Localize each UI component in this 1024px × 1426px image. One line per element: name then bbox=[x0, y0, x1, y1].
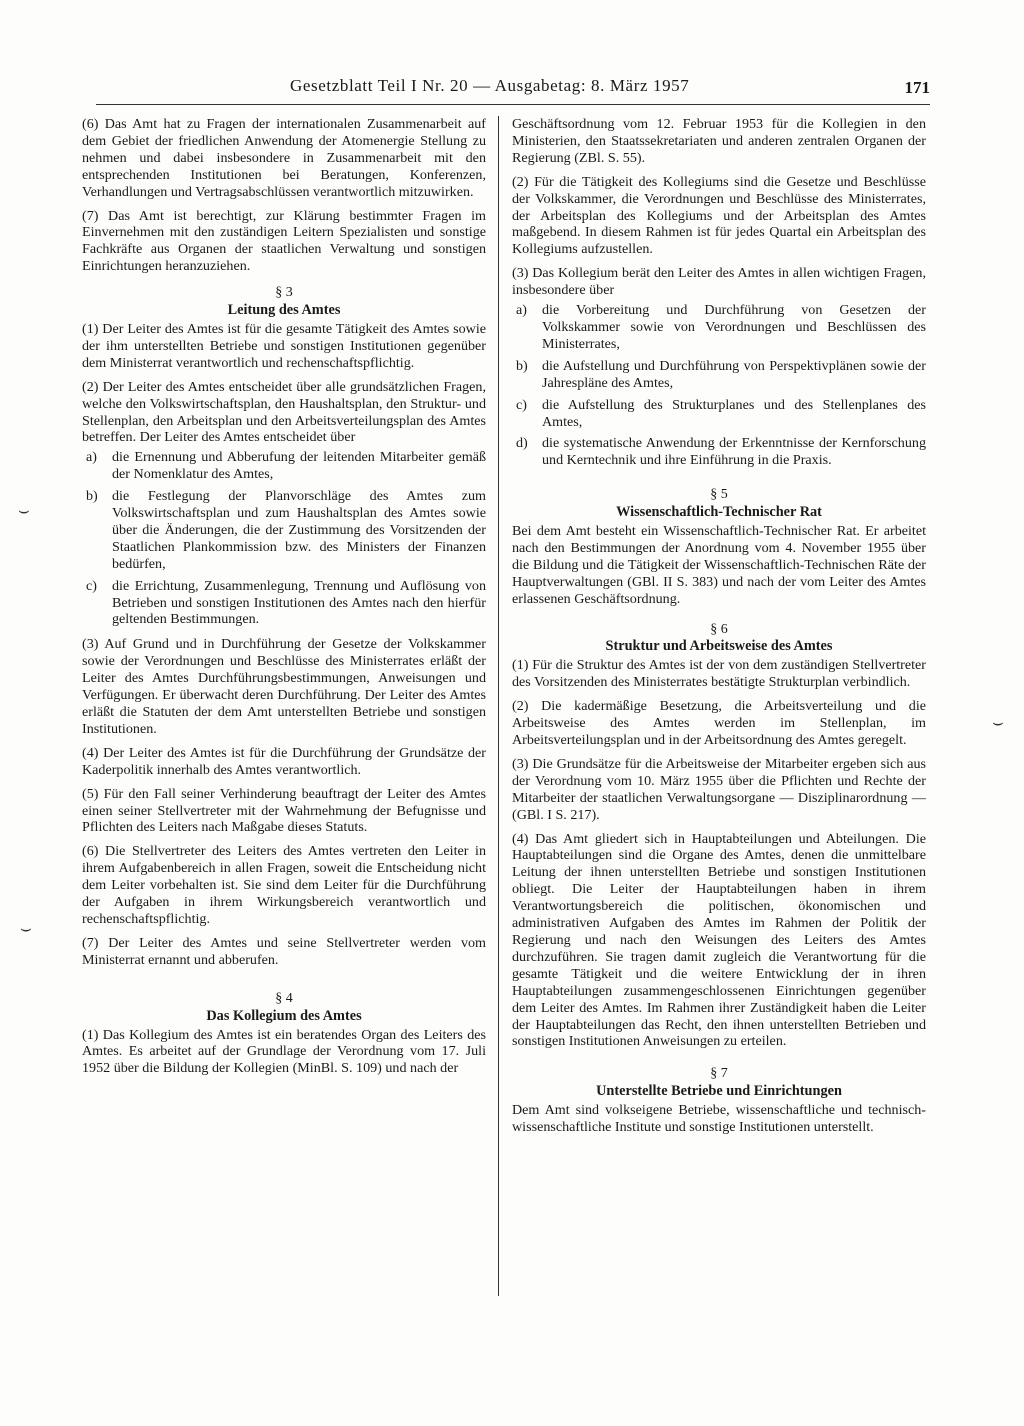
paragraph: (1) Für die Struktur des Amtes ist der von dem zuständigen Stellvertreter des Vorsitzenden des Ministerrates bestätigte Strukturplan verbindlich. bbox=[512, 657, 926, 691]
paragraph: (5) Für den Fall seiner Verhinderung beauftragt der Leiter des Amtes einen seiner Stellvertreter mit der Wahrnehmung der Befugnisse und Pflichten des Leiters nach Maßgabe dieses Statuts. bbox=[82, 785, 486, 836]
section-title: Das Kollegium des Amtes bbox=[206, 1007, 362, 1024]
paragraph: (1) Das Kollegium des Amtes ist ein beratendes Organ des Leiters des Amtes. Es arbeitet auf der Grundlage der Verordnung vom 17. Juli 1952 über die Bildung der Kollegien (MinBl. S. 109) und nach der bbox=[82, 1026, 486, 1077]
list-item bbox=[512, 302, 926, 353]
paragraph: (7) Das Amt ist berechtigt, zur Klärung bestimmter Fragen im Einvernehmen mit den zuständigen Leitern Spezialisten und sonstige Fachkräfte aus Organen der staatlichen Verwaltung und sonstigen Einrichtungen heranzuziehen. bbox=[82, 207, 486, 275]
list-item-label: a) bbox=[516, 302, 527, 319]
section-number: § 6 bbox=[710, 621, 728, 637]
section-title: Leitung des Amtes bbox=[227, 302, 341, 319]
section-title: Wissenschaftlich-Technischer Rat bbox=[616, 504, 822, 521]
margin-mark-icon: ⌣ bbox=[18, 500, 30, 520]
right-column bbox=[512, 116, 926, 1143]
column-divider bbox=[498, 116, 499, 1296]
paragraph: (4) Der Leiter des Amtes ist für die Durchführung der Grundsätze der Kaderpolitik innerhalb des Amtes verantwortlich. bbox=[82, 744, 486, 778]
list-item-label: a) bbox=[86, 449, 97, 466]
left-column bbox=[82, 116, 486, 1084]
list-item-text: die Festlegung der Planvorschläge des Amtes zum Volkswirtschaftsplan und zum Haushaltsplan des Amtes sowie über die Änderungen, die der Zustimmung des Vorsitzenden der Staatlichen Plankommission bzw. des Ministers der Finanzen bedürfen, bbox=[112, 488, 486, 572]
paragraph: (2) Der Leiter des Amtes entscheidet über alle grundsätzlichen Fragen, welche den Volkswirtschaftsplan, den Haushaltsplan, den Struktur- und Stellenplan, den Arbeitsplan und den Arbeitsverteilungsplan des Amtes betreffen. Der Leiter des Amtes entscheidet über bbox=[82, 378, 486, 446]
section-number: § 7 bbox=[710, 1066, 728, 1082]
list-item-label: c) bbox=[86, 577, 97, 594]
section-title: Unterstellte Betriebe und Einrichtungen bbox=[596, 1083, 842, 1100]
list-item-text: die Aufstellung des Strukturplanes und des Stellenplanes des Amtes, bbox=[542, 396, 926, 430]
section-number: § 4 bbox=[275, 990, 293, 1006]
page-number: 171 bbox=[904, 78, 930, 97]
section-number: § 5 bbox=[710, 487, 728, 503]
section-title: Struktur und Arbeitsweise des Amtes bbox=[605, 638, 833, 655]
paragraph: (3) Die Grundsätze für die Arbeitsweise der Mitarbeiter ergeben sich aus der Verordnung vom 10. März 1955 über die Pflichten und Rechte der Mitarbeiter der staatlichen Verwaltungsorgane — Disziplinarordnung — (GBl. I S. 217). bbox=[512, 755, 926, 823]
list-item-text: die systematische Anwendung der Erkenntnisse der Kernforschung und Kerntechnik und ihre Einführung in die Praxis. bbox=[542, 435, 926, 469]
paragraph: Dem Amt sind volkseigene Betriebe, wissenschaftliche und technisch-wissenschaftliche Institute und sonstige Institutionen unterstellt. bbox=[512, 1102, 926, 1136]
list-item-label: b) bbox=[86, 488, 98, 505]
list-item bbox=[82, 488, 486, 573]
paragraph: (4) Das Amt gliedert sich in Hauptabteilungen und Abteilungen. Die Hauptabteilungen sind die Organe des Amtes, denen die unmittelbare Leitung der ihnen unterstellten Betriebe und sonstigen Institutionen obliegt. Die Leiter der Hauptabteilungen haben in ihrem Verantwortungsbereich die politischen, ökonomischen und administrativen Aufgaben des Amtes im Rahmen der Politik der Regierung und nach den Weisungen des Leiters des Amtes durchzuführen. Sie tragen damit zugleich die Verantwortung für die gesamte Tätigkeit und die weitere Entwicklung der in ihren Hauptabteilungen zusammengeschlossenen Einrichtungen gegenüber dem Leiter des Amtes. Im Rahmen ihrer Zuständigkeit haben die Leiter der Hauptabteilungen das Recht, den ihnen unterstellten Betrieben und sonstigen Institutionen Anweisungen zu erteilen. bbox=[512, 830, 926, 1050]
list-item-label: c) bbox=[516, 396, 527, 413]
list-item bbox=[512, 358, 926, 392]
paragraph: (7) Der Leiter des Amtes und seine Stellvertreter werden vom Ministerrat ernannt und abberufen. bbox=[82, 934, 486, 968]
paragraph: (6) Die Stellvertreter des Leiters des Amtes vertreten den Leiter in ihrem Aufgabenbereich in allen Fragen, soweit die Entscheidung nicht dem Leiter vorbehalten ist. Sie sind dem Leiter für die Durchführung der Aufgaben in ihrem Wirkungsbereich verantwortlich und rechenschaftspflichtig. bbox=[82, 843, 486, 927]
list-item-text: die Ernennung und Abberufung der leitenden Mitarbeiter gemäß der Nomenklatur des Amtes, bbox=[112, 449, 486, 483]
paragraph: (2) Für die Tätigkeit des Kollegiums sind die Gesetze und Beschlüsse der Volkskammer, die Verordnungen und Beschlüsse des Ministerrates, der Arbeitsplan des Kollegiums und der Arbeitsplan des Amtes maßgebend. In diesem Rahmen ist für jedes Quartal ein Arbeitsplan des Kollegiums aufzustellen. bbox=[512, 173, 926, 258]
paragraph: (1) Der Leiter des Amtes ist für die gesamte Tätigkeit des Amtes sowie der ihm unterstellten Betriebe und sonstigen Institutionen gegenüber dem Ministerrat verantwortlich und rechenschaftspflichtig. bbox=[82, 320, 486, 371]
margin-mark-icon: ⌣ bbox=[992, 712, 1004, 732]
list-item-text: die Aufstellung und Durchführung von Perspektivplänen sowie der Jahrespläne des Amtes, bbox=[542, 357, 926, 391]
list-item bbox=[82, 578, 486, 629]
section-number: § 3 bbox=[275, 285, 293, 301]
page-header bbox=[290, 76, 930, 102]
header-rule bbox=[96, 104, 930, 105]
margin-mark-icon: ⌣ bbox=[20, 918, 32, 938]
paragraph: (3) Das Kollegium berät den Leiter des Amtes in allen wichtigen Fragen, insbesondere über bbox=[512, 265, 926, 299]
list-item-label: b) bbox=[516, 357, 528, 374]
gazette-title: Gesetzblatt Teil I Nr. 20 — Ausgabetag: 8. März 1957 bbox=[290, 76, 690, 95]
paragraph: (3) Auf Grund und in Durchführung der Gesetze der Volkskammer sowie der Verordnungen und Beschlüsse des Ministerrates erläßt der Leiter des Amtes Durchführungsbestimmungen, Anweisungen und Verfügungen. Er überwacht deren Durchführung. Der Leiter des Amtes erläßt die Statuten der dem Amt unterstellten Betriebe und sonstigen Institutionen. bbox=[82, 636, 486, 737]
paragraph: (6) Das Amt hat zu Fragen der internationalen Zusammenarbeit auf dem Gebiet der friedlichen Anwendung der Atomenergie Stellung zu nehmen und dabei insbesondere in Zusammenarbeit mit den entsprechenden Institutionen bei Beratungen, Konferenzen, Verhandlungen und Vertragsabschlüssen verantwortlich mitzuwirken. bbox=[82, 116, 486, 200]
paragraph: (2) Die kadermäßige Besetzung, die Arbeitsverteilung und die Arbeitsweise des Amtes werden im Stellenplan, im Arbeitsverteilungsplan und in der Arbeitsordnung des Amtes geregelt. bbox=[512, 698, 926, 748]
list-item bbox=[82, 449, 486, 483]
paragraph: Bei dem Amt besteht ein Wissenschaftlich-Technischer Rat. Er arbeitet nach den Bestimmungen der Anordnung vom 4. November 1955 über die Bildung und die Tätigkeit der Wissenschaftlich-Technischen Räte der Hauptverwaltungen (GBl. II S. 383) und nach der vom Leiter des Amtes erlassenen Geschäftsordnung. bbox=[512, 523, 926, 607]
list-item-text: die Errichtung, Zusammenlegung, Trennung und Auflösung von Betrieben und sonstigen Institutionen des Amtes nach den hierfür geltenden Bestimmungen. bbox=[112, 577, 486, 628]
list-item bbox=[512, 397, 926, 431]
list-item bbox=[512, 435, 926, 469]
paragraph: Geschäftsordnung vom 12. Februar 1953 für die Kollegien in den Ministerien, den Staatssekretariaten und anderen zentralen Organen der Regierung (ZBl. S. 55). bbox=[512, 116, 926, 166]
list-item-text: die Vorbereitung und Durchführung von Gesetzen der Volkskammer sowie von Verordnungen und Beschlüssen des Ministerrates, bbox=[542, 302, 926, 352]
list-item-label: d) bbox=[516, 435, 528, 452]
